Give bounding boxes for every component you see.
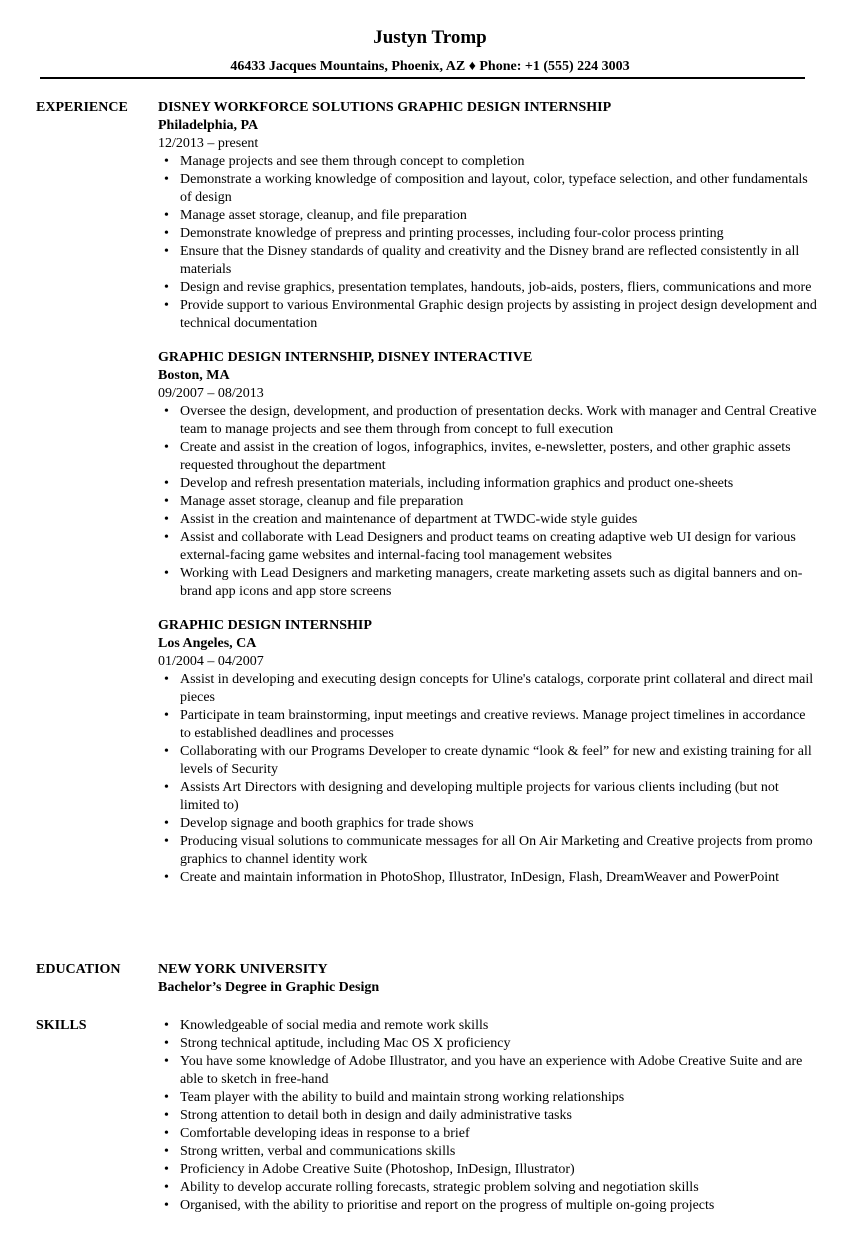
section-title-skills: SKILLS — [36, 1018, 87, 1033]
job-bullets — [158, 153, 818, 333]
job-bullets — [158, 403, 818, 601]
bullet-item: • Oversee the design, development, and production of presentation decks. Work with manager and Central Creative team to manage projects and see them through from concept to full execution — [180, 403, 818, 439]
job-location: Philadelphia, PA — [158, 118, 259, 133]
skill-item: • Team player with the ability to build and maintain strong working relationships — [180, 1089, 818, 1107]
bullet-item: • Assists Art Directors with designing and developing multiple projects for various clients including (but not limited to) — [180, 779, 818, 815]
skill-item: • Proficiency in Adobe Creative Suite (Photoshop, InDesign, Illustrator) — [180, 1161, 818, 1179]
bullet-item: • Assist in developing and executing design concepts for Uline's catalogs, corporate print collateral and direct mail pieces — [180, 671, 818, 707]
skill-item: • You have some knowledge of Adobe Illustrator, and you have an experience with Adobe Creative Suite and are able to sketch in free-hand — [180, 1053, 818, 1089]
skill-item: • Strong attention to detail both in design and daily administrative tasks — [180, 1107, 818, 1125]
bullet-item: • Assist and collaborate with Lead Designers and product teams on creating adaptive web UI design for various external-facing game websites and internal-facing tool management websites — [180, 529, 818, 565]
skills-list — [158, 1017, 818, 1215]
skill-item: • Knowledgeable of social media and remote work skills — [180, 1017, 818, 1035]
experience-body — [158, 99, 818, 903]
job-title: GRAPHIC DESIGN INTERNSHIP — [158, 618, 372, 633]
contact-line: 46433 Jacques Mountains, Phoenix, AZ ♦ Phone: +1 (555) 224 3003 — [230, 59, 630, 74]
header-divider — [40, 77, 805, 79]
resume-header — [0, 0, 860, 76]
bullet-item: • Producing visual solutions to communicate messages for all On Air Marketing and Creative projects from promo graphics to channel identity work — [180, 833, 818, 869]
job-dates: 01/2004 – 04/2007 — [158, 654, 264, 669]
bullet-item: • Design and revise graphics, presentation templates, handouts, job-aids, posters, fliers, communications and more — [180, 279, 818, 297]
bullet-item: • Manage asset storage, cleanup, and file preparation — [180, 207, 818, 225]
bullet-item: • Manage asset storage, cleanup and file preparation — [180, 493, 818, 511]
job-location: Los Angeles, CA — [158, 636, 257, 651]
bullet-item: • Working with Lead Designers and marketing managers, create marketing assets such as digital banners and on-brand app icons and app store screens — [180, 565, 818, 601]
bullet-item: • Manage projects and see them through concept to completion — [180, 153, 818, 171]
job-entry — [158, 349, 818, 601]
bullet-item: • Ensure that the Disney standards of quality and creativity and the Disney brand are reflected consistently in all materials — [180, 243, 818, 279]
school-name: NEW YORK UNIVERSITY — [158, 962, 328, 977]
section-title-education: EDUCATION — [36, 962, 121, 977]
bullet-item: • Demonstrate knowledge of prepress and printing processes, including four-color process printing — [180, 225, 818, 243]
bullet-item: • Assist in the creation and maintenance of department at TWDC-wide style guides — [180, 511, 818, 529]
bullet-item: • Demonstrate a working knowledge of composition and layout, color, typeface selection, and other fundamentals of design — [180, 171, 818, 207]
education-body — [158, 961, 818, 997]
section-title-experience: EXPERIENCE — [36, 100, 128, 115]
skill-item: • Comfortable developing ideas in response to a brief — [180, 1125, 818, 1143]
bullet-item: • Provide support to various Environmental Graphic design projects by assisting in project design development and technical documentation — [180, 297, 818, 333]
skill-item: • Strong written, verbal and communications skills — [180, 1143, 818, 1161]
job-entry — [158, 617, 818, 887]
bullet-item: • Develop and refresh presentation materials, including information graphics and product one-sheets — [180, 475, 818, 493]
bullet-item: • Create and assist in the creation of logos, infographics, invites, e-newsletter, posters, and other graphic assets requested throughout the department — [180, 439, 818, 475]
bullet-item: • Develop signage and booth graphics for trade shows — [180, 815, 818, 833]
skills-body — [158, 1017, 818, 1215]
skill-item: • Organised, with the ability to prioritise and report on the progress of multiple on-going projects — [180, 1197, 818, 1215]
skill-item: • Ability to develop accurate rolling forecasts, strategic problem solving and negotiation skills — [180, 1179, 818, 1197]
job-bullets — [158, 671, 818, 887]
candidate-name: Justyn Tromp — [373, 27, 487, 48]
job-location: Boston, MA — [158, 368, 230, 383]
job-dates: 09/2007 – 08/2013 — [158, 386, 264, 401]
job-title: DISNEY WORKFORCE SOLUTIONS GRAPHIC DESIGN INTERNSHIP — [158, 100, 612, 115]
bullet-item: • Participate in team brainstorming, input meetings and creative reviews. Manage project timelines in accordance to established deadlines and processes — [180, 707, 818, 743]
job-entry — [158, 99, 818, 333]
bullet-item: • Create and maintain information in PhotoShop, Illustrator, InDesign, Flash, DreamWeaver and PowerPoint — [180, 869, 818, 887]
job-title: GRAPHIC DESIGN INTERNSHIP, DISNEY INTERACTIVE — [158, 350, 533, 365]
bullet-item: • Collaborating with our Programs Developer to create dynamic “look & feel” for new and existing training for all levels of Security — [180, 743, 818, 779]
job-dates: 12/2013 – present — [158, 136, 259, 151]
skill-item: • Strong technical aptitude, including Mac OS X proficiency — [180, 1035, 818, 1053]
degree-name: Bachelor’s Degree in Graphic Design — [158, 980, 380, 995]
